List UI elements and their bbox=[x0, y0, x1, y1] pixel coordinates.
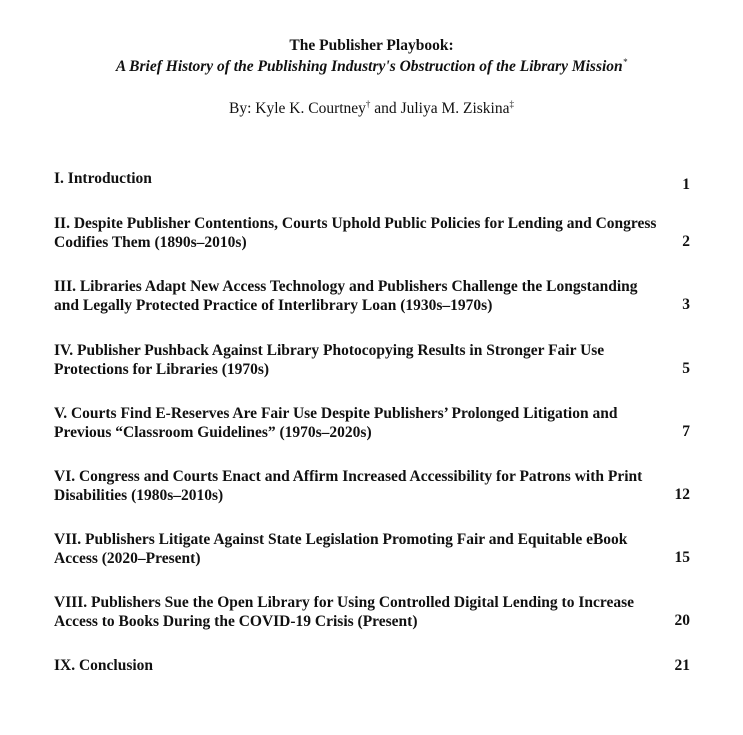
toc-entry-title: VI. Congress and Courts Enact and Affirm Increased Accessibility for Patrons with Print Disabilities (1980s–2010s) bbox=[54, 468, 643, 504]
toc-entry-conclusion[interactable] bbox=[54, 657, 690, 676]
toc-entry-section-4[interactable] bbox=[54, 342, 690, 379]
toc-entry-page: 2 bbox=[682, 233, 690, 250]
toc-entry-title: III. Libraries Adapt New Access Technology and Publishers Challenge the Longstanding and Legally Protected Practice of Interlibrary Loan (1930s–1970s) bbox=[54, 278, 638, 314]
toc-entry-section-7[interactable] bbox=[54, 531, 690, 568]
author-1-footnote-mark[interactable]: † bbox=[365, 99, 371, 109]
authors-line bbox=[0, 99, 743, 119]
toc-entry-title: IX. Conclusion bbox=[54, 657, 154, 674]
toc-entry-page: 1 bbox=[682, 176, 690, 193]
subtitle-footnote-mark[interactable]: * bbox=[622, 57, 628, 67]
document-subtitle bbox=[0, 57, 743, 77]
authors-connector: and bbox=[370, 100, 401, 117]
toc-entry-page: 12 bbox=[674, 486, 690, 503]
toc-entry-page: 7 bbox=[682, 423, 690, 440]
toc-entry-title: VII. Publishers Litigate Against State Legislation Promoting Fair and Equitable eBook Access (2020–Present) bbox=[54, 531, 628, 567]
toc-entry-title: II. Despite Publisher Contentions, Courts Uphold Public Policies for Lending and Congress Codifies Them (1890s–2010s) bbox=[54, 215, 657, 251]
toc-entry-section-6[interactable] bbox=[54, 468, 690, 505]
toc-entry-page: 5 bbox=[682, 360, 690, 377]
author-2: Juliya M. Ziskina bbox=[400, 100, 510, 117]
toc-entry-page: 20 bbox=[674, 612, 690, 629]
author-1: Kyle K. Courtney bbox=[255, 100, 366, 117]
toc-entry-title: IV. Publisher Pushback Against Library Photocopying Results in Stronger Fair Use Protections for Libraries (1970s) bbox=[54, 342, 605, 378]
toc-entry-title: V. Courts Find E-Reserves Are Fair Use Despite Publishers’ Prolonged Litigation and Previous “Classroom Guidelines” (1970s–2020s) bbox=[54, 405, 618, 441]
toc-entry-section-2[interactable] bbox=[54, 215, 690, 252]
toc-entry-title: VIII. Publishers Sue the Open Library for Using Controlled Digital Lending to Increase Access to Books During the COVID-19 Crisis (Present) bbox=[54, 594, 635, 630]
subtitle-text: A Brief History of the Publishing Industry's Obstruction of the Library Mission bbox=[115, 58, 623, 75]
toc-entry-page: 3 bbox=[682, 296, 690, 313]
toc-entry-introduction[interactable] bbox=[54, 170, 690, 193]
toc-entry-section-8[interactable] bbox=[54, 594, 690, 631]
toc-entry-page: 15 bbox=[674, 549, 690, 566]
toc-entry-page: 21 bbox=[674, 657, 690, 674]
author-2-footnote-mark[interactable]: ‡ bbox=[509, 99, 514, 109]
toc-entry-section-3[interactable] bbox=[54, 278, 690, 315]
toc-entry-section-5[interactable] bbox=[54, 405, 690, 442]
document-title: The Publisher Playbook: bbox=[289, 37, 454, 54]
toc-entry-title: I. Introduction bbox=[54, 170, 152, 187]
authors-prefix: By: bbox=[229, 100, 256, 117]
